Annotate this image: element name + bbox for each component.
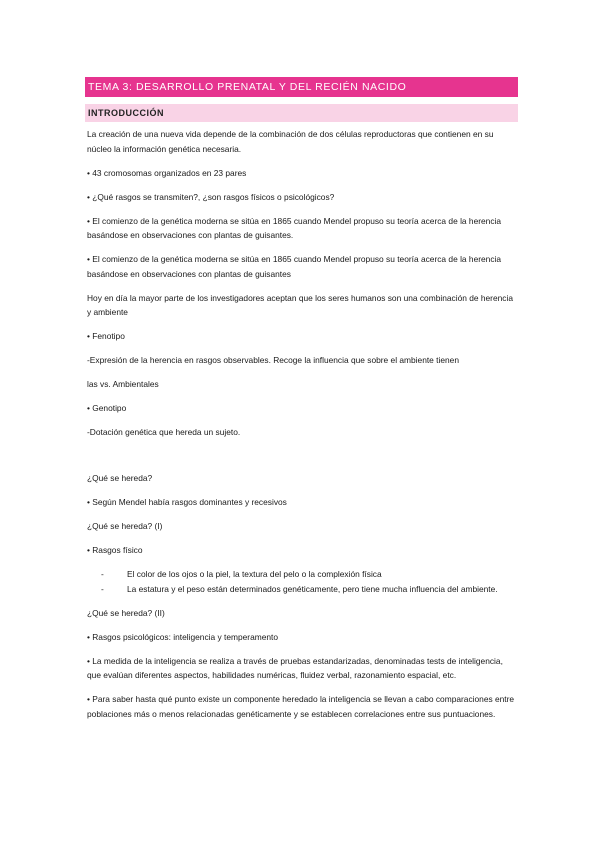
spacer xyxy=(87,449,517,471)
dash-text: El color de los ojos o la piel, la textura del pelo o la complexión física xyxy=(127,569,382,579)
paragraph: La creación de una nueva vida depende de la combinación de dos células reproductoras que contienen en su núcleo la información genética necesaria. xyxy=(87,129,494,154)
paragraph: -Expresión de la herencia en rasgos observables. Recoge la influencia que sobre el ambiente tienen xyxy=(87,355,459,365)
bullet-item: • Para saber hasta qué punto existe un componente heredado la inteligencia se llevan a cabo comparaciones entre poblaciones más o menos relacionadas genéticamente y se establecen correlaciones entre sus puntuaciones. xyxy=(87,694,515,719)
dash-item xyxy=(87,567,517,582)
bullet-item: • Según Mendel había rasgos dominantes y recesivos xyxy=(87,497,287,507)
paragraph: las vs. Ambientales xyxy=(87,379,159,389)
dash-marker: - xyxy=(101,569,104,579)
bullet-item: • Fenotipo xyxy=(87,331,125,341)
bullet-item: • El comienzo de la genética moderna se sitúa en 1865 cuando Mendel propuso su teoría acerca de la herencia basándose en observaciones con plantas de guisantes. xyxy=(87,215,502,240)
bullet-item: • Rasgos psicológicos: inteligencia y temperamento xyxy=(87,631,279,642)
section-heading: INTRODUCCIÓN xyxy=(85,104,518,122)
chapter-title: TEMA 3: DESARROLLO PRENATAL Y DEL RECIÉN NACIDO xyxy=(85,77,518,97)
paragraph: -Dotación genética que hereda un sujeto. xyxy=(87,427,241,437)
bullet-item: • ¿Qué rasgos se transmiten?, ¿son rasgos físicos o psicológicos? xyxy=(87,191,335,202)
bullet-item: • 43 cromosomas organizados en 23 pares xyxy=(87,167,247,178)
subheading: ¿Qué se hereda? (I) xyxy=(87,521,163,531)
subheading: ¿Qué se hereda? (II) xyxy=(87,607,165,618)
subheading: ¿Qué se hereda? xyxy=(87,473,153,483)
bullet-item: • Rasgos físico xyxy=(87,545,143,555)
dash-text: La estatura y el peso están determinados genéticamente, pero tiene mucha influencia del ambiente. xyxy=(127,583,498,594)
bullet-item: • La medida de la inteligencia se realiza a través de pruebas estandarizadas, denominadas tests de inteligencia, que evalúan diferentes aspectos, habilidades numéricas, fluidez verbal, razonamiento espacial, etc. xyxy=(87,655,503,680)
bullet-item: • Genotipo xyxy=(87,403,127,413)
dash-marker: - xyxy=(101,583,104,594)
document-body xyxy=(87,127,517,731)
paragraph: Hoy en día la mayor parte de los investigadores aceptan que los seres humanos son una combinación de herencia y ambiente xyxy=(87,292,513,317)
dash-item xyxy=(87,582,517,597)
bullet-item: • El comienzo de la genética moderna se sitúa en 1865 cuando Mendel propuso su teoría acerca de la herencia basándose en observaciones con plantas de guisantes xyxy=(87,254,502,279)
